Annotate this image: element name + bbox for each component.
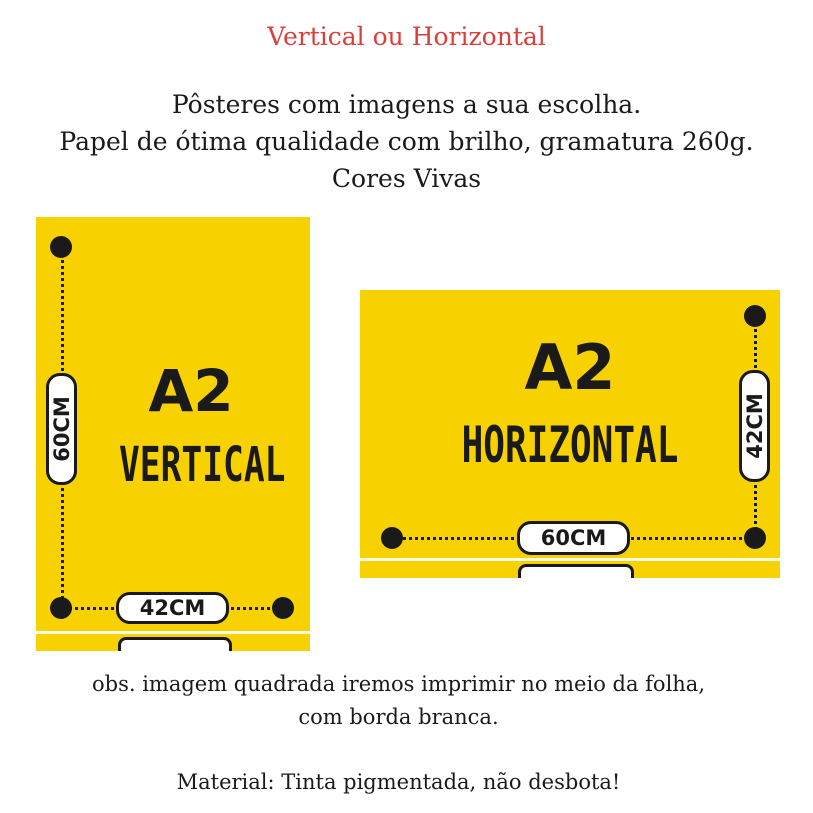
horizontal-size-label: A2	[524, 331, 616, 404]
vertical-orientation-label: VERTICAL	[119, 437, 286, 493]
horizontal-ghost-line	[360, 558, 780, 561]
horizontal-width-label: 60CM	[540, 526, 607, 550]
vertical-ghost-pill	[118, 637, 232, 651]
vertical-size-label: A2	[148, 357, 234, 425]
horizontal-ghost-pill	[518, 564, 634, 578]
vertical-dot-bottom-left	[50, 597, 72, 619]
material-line: Material: Tinta pigmentada, não desbota!	[176, 770, 621, 794]
note-line-2: com borda branca.	[298, 705, 499, 729]
intro-line-3: Cores Vivas	[331, 164, 482, 193]
horizontal-width-pill	[517, 521, 630, 555]
horizontal-height-pill	[739, 370, 770, 482]
horizontal-poster-image	[360, 290, 780, 578]
horizontal-dot-bottom-right	[744, 527, 766, 549]
vertical-dot-bottom-right	[272, 597, 294, 619]
vertical-width-pill	[116, 592, 229, 624]
page-title: Vertical ou Horizontal	[267, 22, 546, 51]
vertical-poster-image	[36, 217, 310, 651]
vertical-ghost-line	[36, 631, 310, 634]
horizontal-dot-top-right	[744, 305, 766, 327]
vertical-width-label: 42CM	[139, 596, 206, 620]
vertical-height-pill	[46, 373, 77, 485]
horizontal-orientation-label: HORIZONTAL	[461, 416, 679, 474]
horizontal-height-label: 42CM	[742, 393, 767, 459]
intro-line-1: Pôsteres com imagens a sua escolha.	[171, 90, 642, 119]
horizontal-dot-bottom-left	[381, 527, 403, 549]
intro-line-2: Papel de ótima qualidade com brilho, gramatura 260g.	[59, 127, 754, 156]
note-line-1: obs. imagem quadrada iremos imprimir no meio da folha,	[91, 672, 706, 696]
vertical-dot-top	[50, 236, 72, 258]
vertical-height-label: 60CM	[49, 396, 74, 462]
